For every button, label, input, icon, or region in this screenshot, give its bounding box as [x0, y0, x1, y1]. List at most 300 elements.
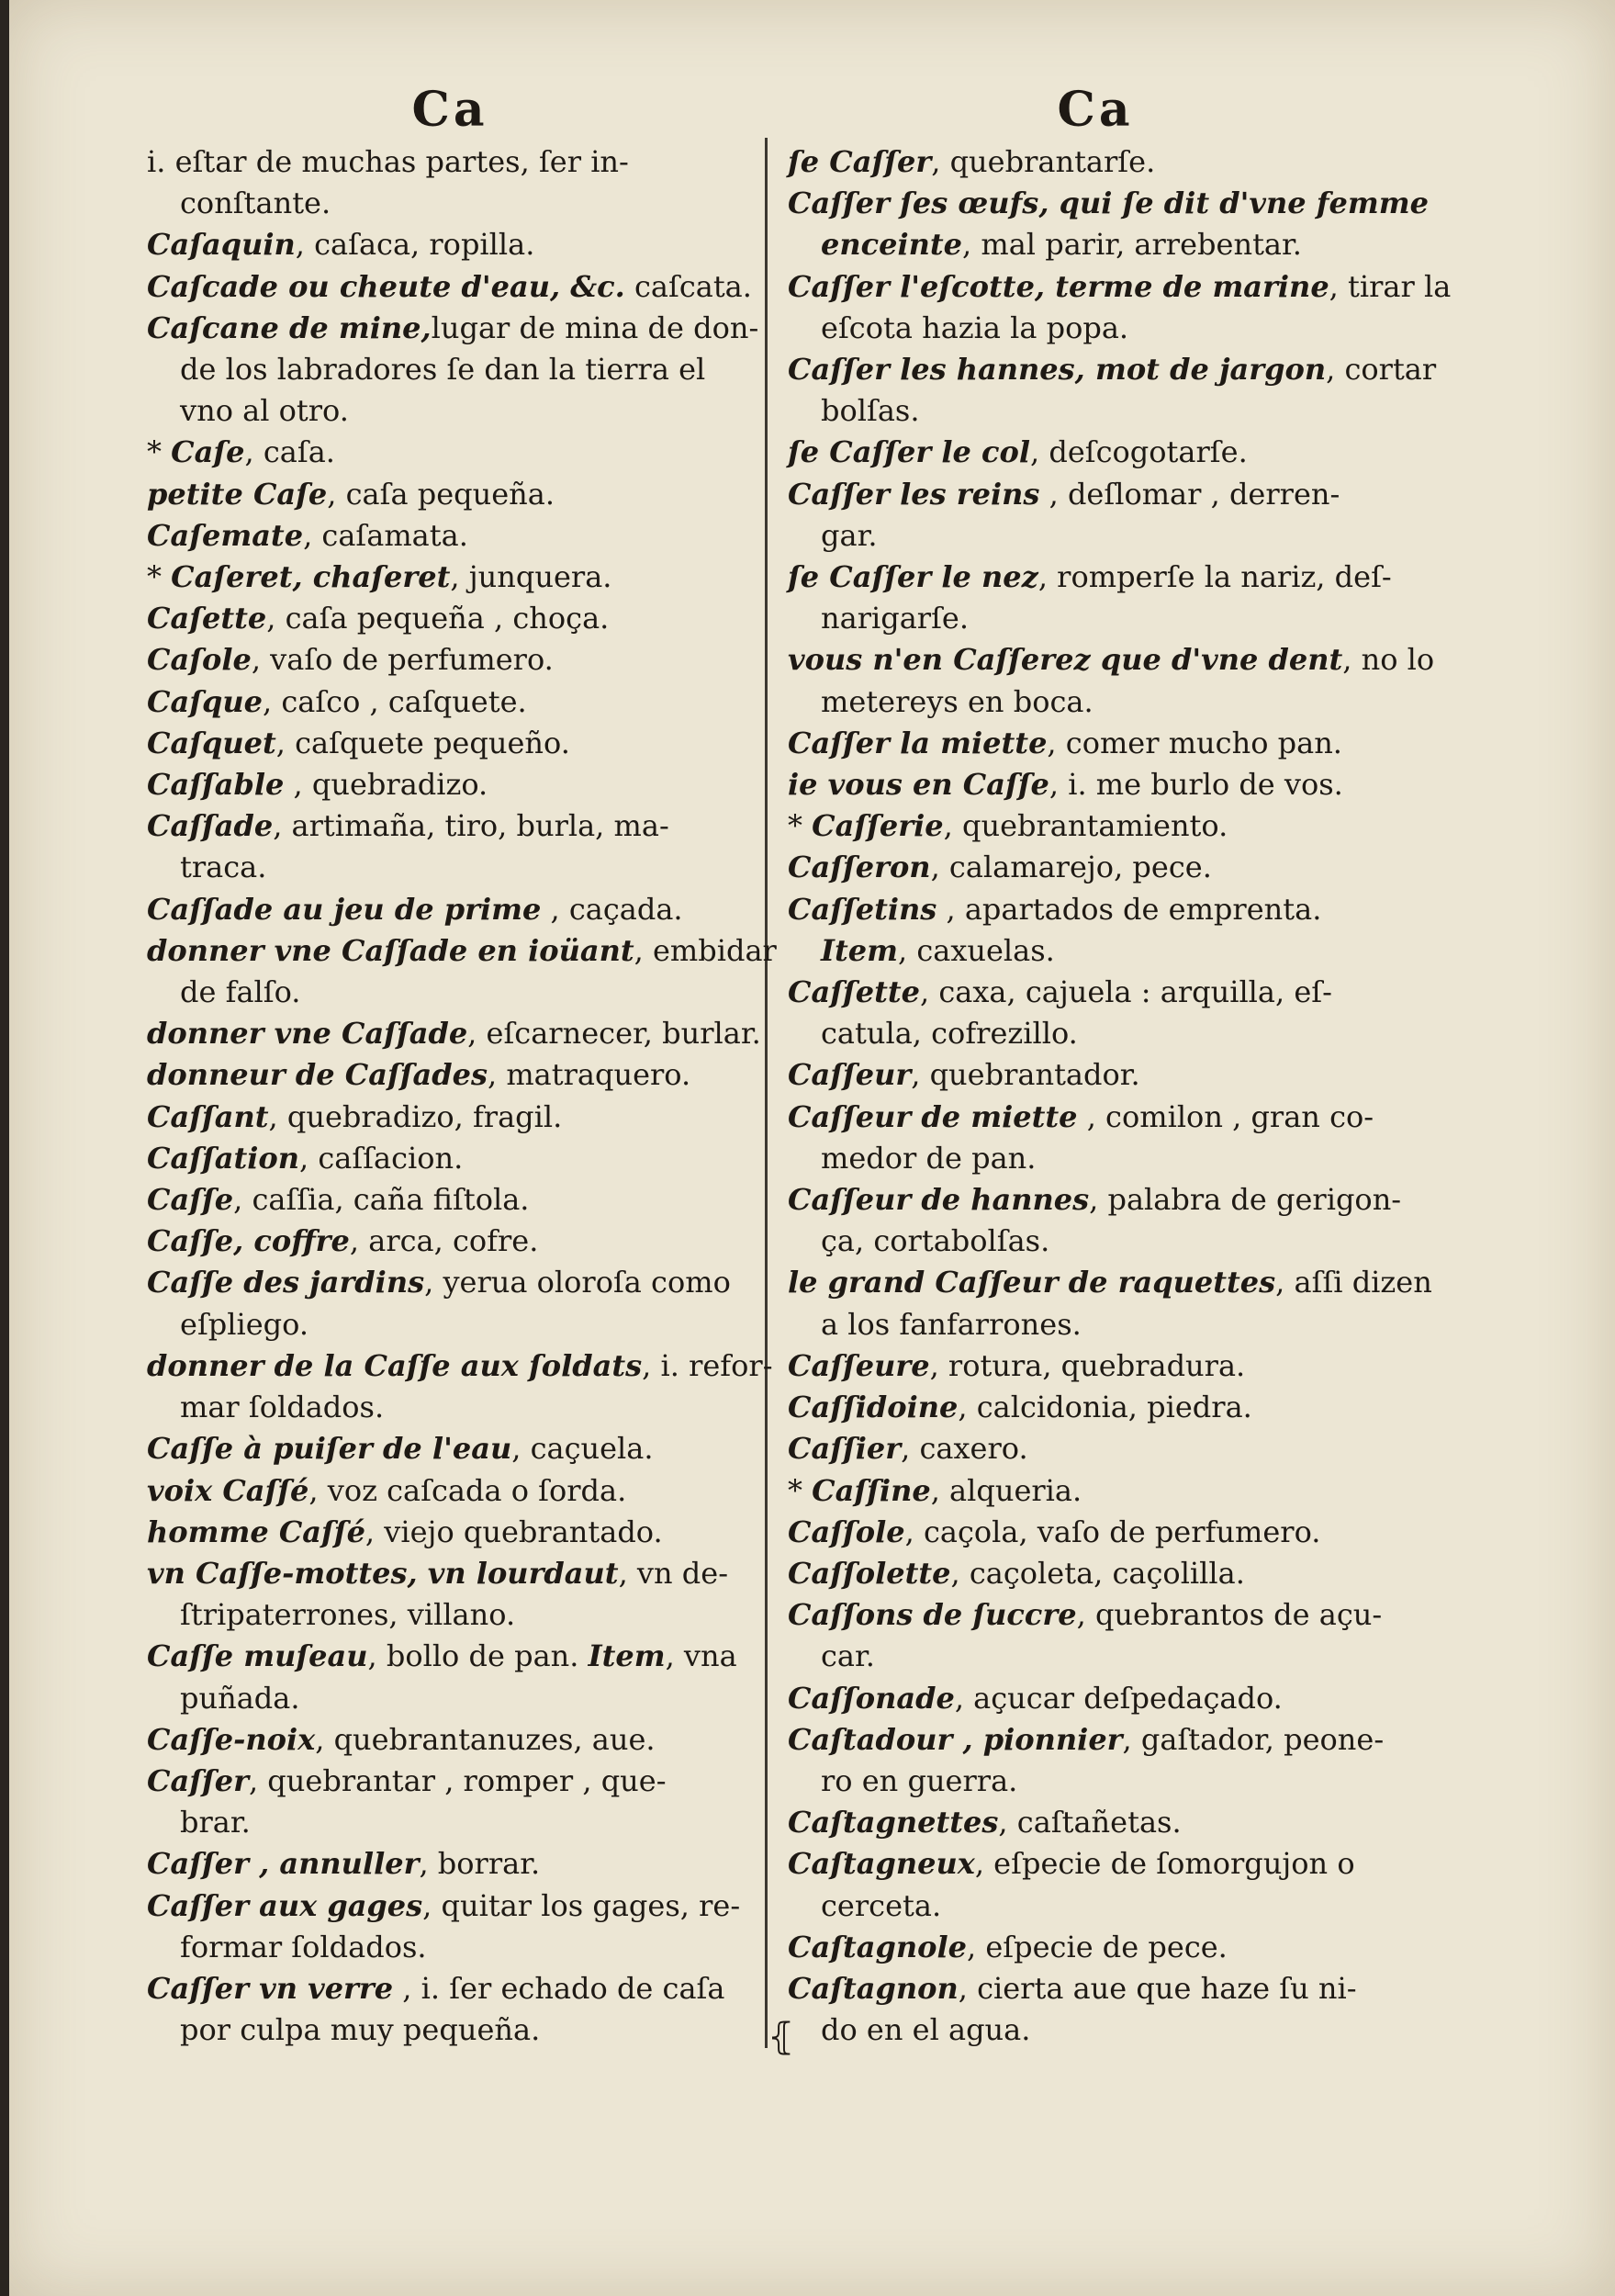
- definition-text: , apartados de emprenta.: [936, 891, 1322, 927]
- headword: Caſeret, chaſeret: [171, 559, 451, 595]
- dictionary-entry: [788, 1054, 1403, 1096]
- entry-continuation: [147, 1594, 753, 1636]
- entry-continuation: [147, 972, 753, 1013]
- definition-text: mar ſoldados.: [180, 1390, 385, 1425]
- definition-text: vno al otro.: [180, 393, 349, 429]
- dictionary-entry: [788, 847, 1403, 888]
- definition-text: por culpa muy pequeña.: [180, 2012, 541, 2048]
- dictionary-entry: [788, 1345, 1403, 1387]
- dictionary-entry: [147, 432, 753, 473]
- entry-line: [147, 681, 753, 723]
- headword: Caſtagnole: [788, 1929, 967, 1964]
- definition-text: car.: [821, 1638, 875, 1674]
- dictionary-page: [9, 0, 1615, 2296]
- entry-line: [788, 349, 1437, 390]
- headword: Caſe: [171, 434, 245, 470]
- definition-text: , caſſacion.: [299, 1140, 464, 1176]
- entry-line: [147, 308, 759, 349]
- headword: homme Caſſé: [147, 1514, 365, 1549]
- headword: Item: [588, 1638, 666, 1674]
- entry-line: [788, 266, 1452, 308]
- definition-text: , gaſtador, peone-: [1122, 1721, 1385, 1757]
- headword: Caſſer aux gages: [147, 1887, 423, 1923]
- definition-text: , cortar: [1326, 352, 1437, 388]
- entry-line: [788, 432, 1403, 473]
- dictionary-entry: [788, 889, 1403, 972]
- dictionary-entry: [147, 1636, 753, 1718]
- definition-text: , caſaca, ropilla.: [295, 227, 535, 263]
- headword: ſe Caſſer: [788, 144, 932, 179]
- headword: ie vous en Caſſe: [788, 767, 1049, 803]
- entry-line: [147, 764, 753, 805]
- dictionary-entry: [147, 1262, 753, 1345]
- definition-text: *: [788, 1472, 813, 1508]
- dictionary-entry: [147, 1013, 761, 1054]
- headword: Caſſeur de hannes: [788, 1182, 1090, 1218]
- definition-text: , vn de-: [618, 1555, 729, 1591]
- entry-line: [788, 805, 1403, 847]
- entry-line: [147, 1054, 753, 1096]
- right-running-head: Ca: [1057, 82, 1134, 138]
- definition-text: , caxero.: [901, 1431, 1028, 1467]
- entry-continuation: [788, 1013, 1403, 1054]
- headword: Caſſetins: [788, 891, 937, 927]
- dictionary-entry: [788, 432, 1403, 473]
- definition-text: ro en guerra.: [821, 1762, 1018, 1798]
- headword: Caſſer vn verre: [147, 1970, 394, 2006]
- definition-text: do en el agua.: [821, 2012, 1031, 2048]
- definition-text: , eſpecie de pece.: [966, 1929, 1228, 1964]
- definition-text: metereys en boca.: [821, 683, 1093, 719]
- definition-text: , tirar la: [1329, 268, 1452, 304]
- headword: Caſette: [147, 601, 267, 636]
- headword: voix Caſſé: [147, 1472, 309, 1508]
- dictionary-entry: [788, 1512, 1403, 1553]
- definition-text: , caſtañetas.: [998, 1805, 1182, 1840]
- headword: Caſcade ou cheute d'eau, &c.: [147, 268, 625, 304]
- entry-continuation: [788, 308, 1403, 349]
- definition-text: lugar de mina de don-: [431, 310, 759, 345]
- definition-text: eſcota hazia la popa.: [821, 310, 1129, 345]
- entry-continuation: [788, 1885, 1403, 1927]
- headword: Caſcane de mine,: [147, 310, 432, 345]
- headword: Caſſer l'eſcotte, terme de marine: [788, 268, 1329, 304]
- definition-text: , mal parir, arrebentar.: [962, 227, 1302, 263]
- entry-line: [788, 1262, 1432, 1303]
- dictionary-entry: [788, 1470, 1403, 1512]
- headword: donner vne Caſſade en ioüant: [147, 932, 634, 968]
- entry-line: [788, 1968, 1403, 2009]
- definition-text: , caxa, cajuela : arquilla, eſ-: [920, 974, 1332, 1010]
- bracket-mark: ⦃: [768, 2016, 795, 2058]
- definition-text: , deſlomar , derren-: [1039, 476, 1340, 512]
- definition-text: , quebrantamiento.: [943, 808, 1228, 844]
- headword: Caſtadour , pionnier: [788, 1721, 1123, 1757]
- definition-text: , artimaña, tiro, burla, ma-: [273, 808, 669, 844]
- definition-text: , caçada.: [541, 891, 683, 927]
- definition-text: , caſa pequeña.: [327, 476, 555, 512]
- entry-line: [147, 1843, 753, 1885]
- headword: Caſſidoine: [788, 1390, 959, 1425]
- definition-text: *: [147, 559, 172, 595]
- headword: Caſſeron: [788, 850, 931, 885]
- headword: Caſſer: [147, 1762, 249, 1798]
- definition-text: narigarſe.: [821, 601, 970, 636]
- headword: Caſque: [147, 683, 263, 719]
- definition-text: , comilon , gran co-: [1077, 1098, 1374, 1134]
- right-column: [788, 82, 1452, 2051]
- entry-continuation: [147, 1802, 753, 1843]
- definition-text: , caxuelas.: [897, 932, 1055, 968]
- dictionary-entry: [788, 1802, 1403, 1843]
- entry-line: [147, 639, 753, 681]
- dictionary-entry: [788, 1968, 1403, 2051]
- dictionary-entry: [147, 1428, 753, 1469]
- headword: Caſſeure: [788, 1347, 930, 1383]
- entry-continuation: [788, 1636, 1403, 1677]
- dictionary-entry: [788, 1678, 1403, 1719]
- dictionary-entry: [147, 474, 753, 515]
- entry-line: [147, 889, 753, 930]
- headword: Caſſe des jardins: [147, 1265, 425, 1300]
- headword: Caſſette: [788, 974, 921, 1010]
- definition-text: ſtripaterrones, villano.: [180, 1597, 516, 1633]
- dictionary-entry: [788, 557, 1403, 639]
- entry-line: [147, 432, 753, 473]
- definition-text: , alqueria.: [930, 1472, 1082, 1508]
- dictionary-entry: [147, 1761, 753, 1843]
- headword: Caſſer les reins: [788, 476, 1040, 512]
- definition-text: , calcidonia, piedra.: [958, 1390, 1252, 1425]
- definition-text: , calamarejo, pece.: [930, 850, 1212, 885]
- headword: Caſſable: [147, 767, 285, 803]
- dictionary-entry: [788, 266, 1452, 349]
- entry-line: [147, 474, 753, 515]
- definition-text: , quebrantar , romper , que-: [248, 1762, 667, 1798]
- headword: Caſquet: [147, 725, 276, 760]
- left-running-head: Ca: [411, 82, 488, 138]
- entry-line: [147, 1470, 753, 1512]
- entry-line: [147, 1553, 753, 1594]
- definition-text: , vna: [665, 1638, 737, 1674]
- definition-text: , junquera.: [450, 559, 612, 595]
- entry-line: [147, 1345, 773, 1387]
- headword: donner vne Caſſade: [147, 1016, 468, 1052]
- dictionary-entry: [147, 141, 753, 224]
- entry-line: [147, 1097, 753, 1138]
- headword: Caſaquin: [147, 227, 296, 263]
- entry-line: [788, 1512, 1403, 1553]
- entry-line: [147, 1885, 753, 1927]
- entry-line: [147, 1262, 753, 1303]
- definition-text: , quebrantanuzes, aue.: [315, 1721, 656, 1757]
- entry-line: [147, 141, 753, 183]
- definition-text: *: [147, 434, 172, 470]
- definition-text: , i. refor-: [642, 1347, 773, 1383]
- dictionary-entry: [147, 1138, 753, 1179]
- headword: Caſſade au jeu de prime: [147, 891, 542, 927]
- dictionary-entry: [788, 141, 1403, 183]
- entry-line: [147, 224, 753, 265]
- dictionary-entry: [788, 1843, 1403, 1926]
- dictionary-entry: [788, 1179, 1403, 1262]
- headword: ſe Caſſer le col: [788, 434, 1030, 470]
- dictionary-entry: [788, 639, 1435, 722]
- headword: Caſtagnon: [788, 1970, 959, 2006]
- entry-line: [788, 1054, 1403, 1096]
- headword: Caſſe: [147, 1182, 234, 1218]
- entry-line: [788, 847, 1403, 888]
- dictionary-entry: [147, 1221, 753, 1262]
- entry-continuation: [788, 224, 1403, 265]
- entry-line: [788, 1428, 1403, 1469]
- definition-text: traca.: [180, 850, 267, 885]
- dictionary-entry: [147, 930, 777, 1013]
- entry-line: [147, 1179, 753, 1221]
- dictionary-entry: [788, 1553, 1403, 1594]
- definition-text: medor de pan.: [821, 1140, 1037, 1176]
- headword: Caſſe muſeau: [147, 1638, 368, 1674]
- dictionary-entry: [788, 1387, 1403, 1428]
- dictionary-entry: [788, 1719, 1403, 1802]
- definition-text: , borrar.: [419, 1846, 541, 1882]
- dictionary-entry: [788, 1927, 1403, 1968]
- dictionary-entry: [788, 474, 1403, 557]
- entry-line: [788, 1678, 1403, 1719]
- entry-line: [147, 1138, 753, 1179]
- definition-text: ça, cortabolſas.: [821, 1223, 1050, 1259]
- definition-text: , yerua oloroſa como: [424, 1265, 731, 1300]
- headword: Caſſolette: [788, 1555, 951, 1591]
- entry-continuation: [147, 1927, 753, 1968]
- definition-text: , comer mucho pan.: [1047, 725, 1342, 760]
- entry-line: [147, 723, 753, 764]
- entry-line: [147, 598, 753, 639]
- entry-line: [788, 557, 1403, 598]
- entry-line: [147, 515, 753, 557]
- entry-line: [788, 1097, 1403, 1138]
- definition-text: , caſquete pequeño.: [275, 725, 570, 760]
- dictionary-entry: [147, 1968, 753, 2051]
- definition-text: , caſſia, caña fiſtola.: [233, 1182, 530, 1218]
- entry-line: [788, 1719, 1403, 1761]
- dictionary-entry: [147, 639, 753, 681]
- entry-line: [788, 1927, 1403, 1968]
- definition-text: , viejo quebrantado.: [364, 1514, 663, 1549]
- entry-line: [788, 764, 1403, 805]
- entry-line: [788, 889, 1403, 930]
- dictionary-entry: [147, 308, 759, 433]
- dictionary-entry: [147, 681, 753, 723]
- definition-text: , quebrantarſe.: [931, 144, 1156, 179]
- dictionary-entry: [788, 723, 1403, 764]
- definition-text: , quebrantos de açu-: [1076, 1597, 1383, 1633]
- dictionary-entry: [147, 1097, 753, 1138]
- entry-line: [788, 1179, 1403, 1221]
- entry-line: [788, 474, 1403, 515]
- definition-text: , quebradizo.: [284, 767, 488, 803]
- entry-line: [788, 723, 1403, 764]
- entry-line: [788, 639, 1435, 681]
- entry-continuation: [147, 1387, 753, 1428]
- left-column: [147, 82, 777, 2051]
- definition-text: conſtante.: [180, 186, 331, 221]
- dictionary-entry: [788, 764, 1403, 805]
- entry-continuation: [788, 2009, 1403, 2051]
- headword: Caſſeur de miette: [788, 1098, 1078, 1134]
- dictionary-entry: [147, 1345, 773, 1428]
- entry-line: [147, 1761, 753, 1802]
- dictionary-entry: [147, 1553, 753, 1636]
- definition-text: , caſa.: [244, 434, 335, 470]
- headword: Caſſole: [788, 1514, 905, 1549]
- dictionary-entry: [147, 1719, 753, 1761]
- definition-text: , caſamata.: [303, 517, 468, 553]
- entry-line: [788, 1594, 1403, 1636]
- definition-text: cerceta.: [821, 1887, 942, 1923]
- definition-text: , quitar los gages, re-: [422, 1887, 741, 1923]
- definition-text: , quebradizo, fragil.: [268, 1098, 563, 1134]
- entry-line: [147, 1636, 753, 1677]
- headword: Caſſer les hannes, mot de jargon: [788, 352, 1327, 388]
- dictionary-entry: [788, 1594, 1403, 1677]
- definition-text: , eſcarnecer, burlar.: [467, 1016, 761, 1052]
- headword: Caſſeur: [788, 1057, 912, 1093]
- definition-text: , caçuela.: [511, 1431, 654, 1467]
- dictionary-entry: [788, 1097, 1403, 1179]
- dictionary-entry: [788, 972, 1403, 1054]
- definition-text: de falſo.: [180, 974, 301, 1010]
- dictionary-entry: [147, 1512, 753, 1553]
- dictionary-entry: [788, 1428, 1403, 1469]
- entry-continuation: [147, 349, 753, 390]
- headword: Item: [821, 932, 898, 968]
- dictionary-entry: [147, 557, 753, 598]
- entry-continuation: [788, 1138, 1403, 1179]
- dictionary-entry: [147, 1054, 753, 1096]
- headword: Caſtagnettes: [788, 1805, 999, 1840]
- headword: enceinte: [821, 227, 963, 263]
- dictionary-entry: [788, 1262, 1432, 1345]
- headword: ſe Caſſer le nez: [788, 559, 1038, 595]
- dictionary-entry: [147, 764, 753, 805]
- headword: Caſole: [147, 642, 252, 678]
- right-entries: [788, 141, 1452, 2051]
- headword: Caſſer la miette: [788, 725, 1048, 760]
- definition-text: *: [788, 808, 813, 844]
- entry-line: [147, 1719, 753, 1761]
- entry-line: [147, 1428, 753, 1469]
- definition-text: , matraquero.: [487, 1057, 691, 1093]
- definition-text: , palabra de gerigon-: [1089, 1182, 1402, 1218]
- definition-text: , cierta aue que haze ſu ni-: [958, 1970, 1357, 2006]
- entry-line: [788, 1802, 1403, 1843]
- definition-text: , eſpecie de ſomorgujon o: [974, 1846, 1355, 1882]
- headword: Caſſe-noix: [147, 1721, 316, 1757]
- definition-text: , caſa pequeña , choça.: [266, 601, 610, 636]
- definition-text: , aſſi dizen: [1275, 1265, 1432, 1300]
- definition-text: , caçoleta, caçolilla.: [950, 1555, 1245, 1591]
- headword: Caſſonade: [788, 1680, 955, 1716]
- headword: Caſſe, coffre: [147, 1223, 350, 1259]
- headword: donneur de Caſſades: [147, 1057, 488, 1093]
- entry-line: [147, 930, 777, 972]
- definition-text: puñada.: [180, 1680, 300, 1716]
- entry-line: [147, 1013, 761, 1054]
- definition-text: bolſas.: [821, 393, 920, 429]
- definition-text: caſcata.: [624, 268, 752, 304]
- entry-continuation: [788, 930, 1403, 972]
- dictionary-entry: [788, 805, 1403, 847]
- column-divider: [765, 138, 768, 2048]
- entry-line: [147, 1221, 753, 1262]
- definition-text: , i. ſer echado de caſa: [393, 1970, 725, 2006]
- entry-line: [788, 1345, 1403, 1387]
- dictionary-entry: [147, 515, 753, 557]
- entry-line: [147, 1968, 753, 2009]
- entry-continuation: [788, 390, 1403, 432]
- entry-line: [788, 1387, 1403, 1428]
- headword: Caſtagneux: [788, 1846, 975, 1882]
- entry-continuation: [147, 2009, 753, 2051]
- definition-text: , no lo: [1342, 642, 1435, 678]
- definition-text: formar ſoldados.: [180, 1929, 427, 1964]
- dictionary-entry: [147, 224, 753, 265]
- definition-text: , i. me burlo de vos.: [1049, 767, 1343, 803]
- headword: petite Caſe: [147, 476, 328, 512]
- dictionary-entry: [147, 805, 753, 888]
- left-entries: [147, 141, 777, 2051]
- headword: Caſſe à puiſer de l'eau: [147, 1431, 512, 1467]
- definition-text: de los labradores ſe dan la tierra el: [180, 352, 706, 388]
- definition-text: , bollo de pan.: [367, 1638, 589, 1674]
- headword: le grand Caſſeur de raquettes: [788, 1265, 1276, 1300]
- definition-text: eſpliego.: [180, 1306, 309, 1342]
- headword: vn Caſſe-mottes, vn lourdaut: [147, 1555, 619, 1591]
- definition-text: , embidar: [634, 932, 777, 968]
- dictionary-entry: [147, 1843, 753, 1885]
- definition-text: , rotura, quebradura.: [929, 1347, 1246, 1383]
- headword: Caſemate: [147, 517, 304, 553]
- headword: Caſſine: [812, 1472, 931, 1508]
- dictionary-entry: [788, 349, 1437, 432]
- definition-text: , quebrantador.: [911, 1057, 1140, 1093]
- headword: Caſſade: [147, 808, 274, 844]
- definition-text: i. eſtar de muchas partes, ſer in-: [147, 144, 629, 179]
- definition-text: , arca, cofre.: [349, 1223, 539, 1259]
- headword: Caſſant: [147, 1098, 269, 1134]
- headword: Caſſier: [788, 1431, 902, 1467]
- headword: Caſſation: [147, 1140, 300, 1176]
- entry-continuation: [147, 183, 753, 224]
- dictionary-entry: [147, 889, 753, 930]
- definition-text: , voz caſcada o ſorda.: [308, 1472, 627, 1508]
- definition-text: brar.: [180, 1805, 251, 1840]
- definition-text: , vaſo de perfumero.: [251, 642, 554, 678]
- definition-text: , deſcogotarſe.: [1030, 434, 1248, 470]
- entry-line: [788, 1553, 1403, 1594]
- entry-continuation: [147, 1678, 753, 1719]
- dictionary-entry: [147, 1179, 753, 1221]
- definition-text: gar.: [821, 517, 878, 553]
- definition-text: , romperſe la nariz, deſ-: [1037, 559, 1392, 595]
- entry-line: [788, 1470, 1403, 1512]
- definition-text: catula, cofrezillo.: [821, 1016, 1078, 1052]
- dictionary-entry: [147, 1885, 753, 1968]
- entry-line: [147, 805, 753, 847]
- entry-continuation: [788, 681, 1403, 723]
- entry-continuation: [147, 847, 753, 888]
